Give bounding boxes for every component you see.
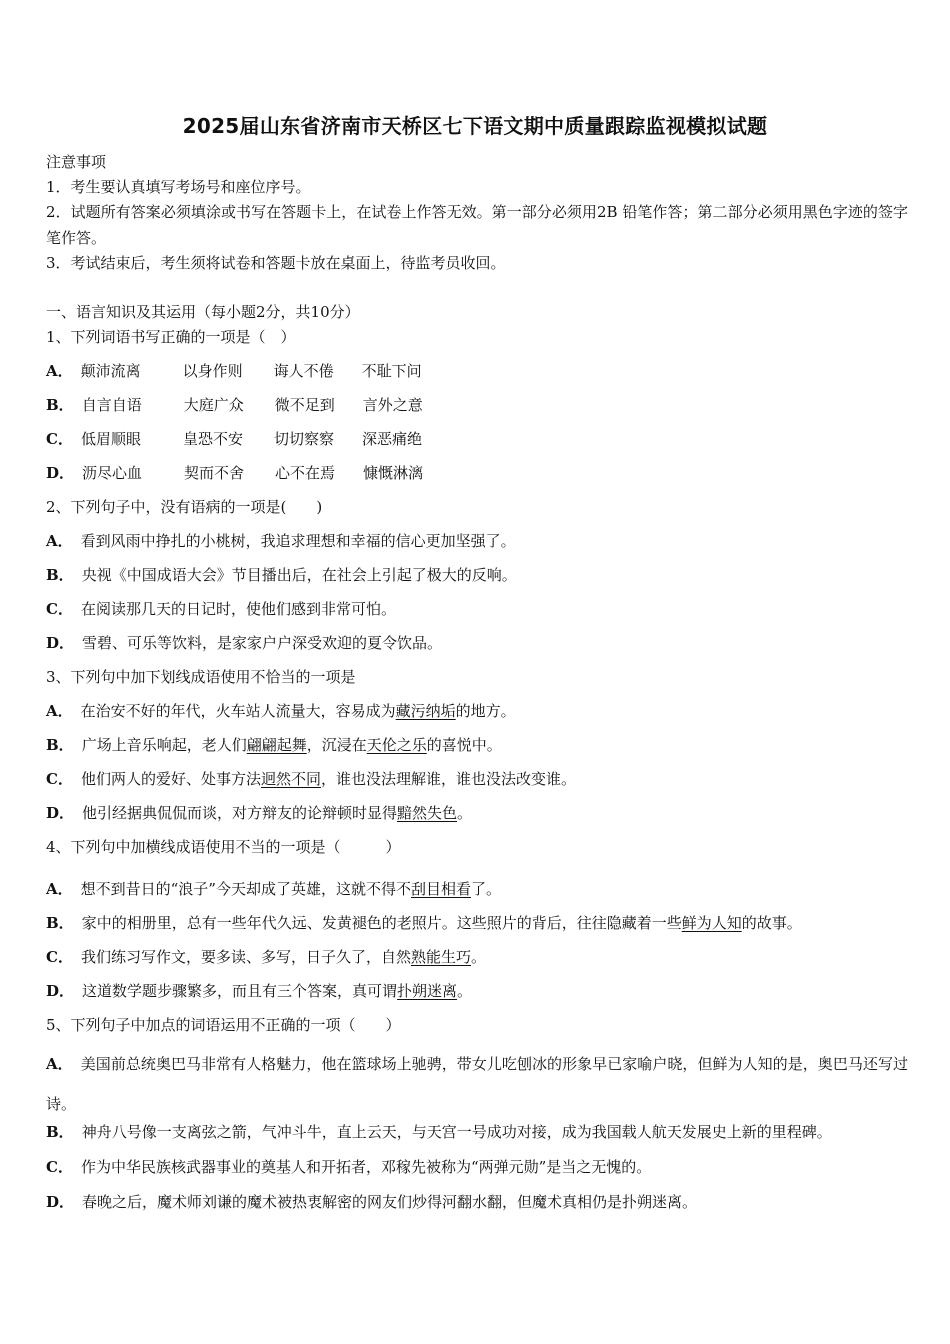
option-label: D． <box>46 1193 75 1211</box>
option-text: 他引经据典侃侃而谈，对方辩友的论辩顿时显得 <box>82 804 398 822</box>
question-5-stem: 5、下列句子中加点的词语运用不正确的一项（ ） <box>46 1016 401 1034</box>
q2-option-b <box>46 565 517 585</box>
word: 大庭广众 <box>183 396 244 414</box>
option-text: 雪碧、可乐等饮料，是家家户户深受欢迎的夏令饮品。 <box>82 634 443 652</box>
option-text: ，谁也没法理解谁，谁也没法改变谁。 <box>320 770 576 788</box>
q2-option-a <box>46 531 516 551</box>
option-text: 的故事。 <box>741 914 802 932</box>
notice-item-1: 1．考生要认真填写考场号和座位序号。 <box>46 178 311 196</box>
option-label: A． <box>46 702 73 720</box>
word: 深恶痛绝 <box>361 430 422 448</box>
word: 契而不舍 <box>184 464 245 482</box>
option-label: A． <box>46 1055 73 1073</box>
option-text: 。 <box>470 948 486 966</box>
option-label: C． <box>46 430 73 448</box>
underlined-idiom: 熟能生巧 <box>410 948 471 966</box>
option-text: 家中的相册里，总有一些年代久远、发黄褪色的老照片。这些照片的背后，往往隐藏着一些 <box>81 914 682 932</box>
page-title: 2025届山东省济南市天桥区七下语文期中质量跟踪监视模拟试题 <box>182 114 768 138</box>
option-label: D． <box>46 634 75 652</box>
option-text: ，沉浸在 <box>306 736 367 754</box>
underlined-idiom: 黯然失色 <box>397 804 458 822</box>
option-text: 的喜悦中。 <box>426 736 502 754</box>
underlined-idiom: 迥然不同 <box>260 770 321 788</box>
underlined-idiom: 刮目相看 <box>410 880 471 898</box>
q5-option-b <box>46 1122 832 1142</box>
option-label: B． <box>46 396 74 414</box>
word: 以身作则 <box>182 362 243 380</box>
option-label: D． <box>46 804 75 822</box>
option-label: C． <box>46 770 73 788</box>
word: 颠沛流离 <box>80 362 141 380</box>
word: 低眉顺眼 <box>80 430 141 448</box>
option-text: 。 <box>457 982 473 1000</box>
option-text: 想不到昔日的“浪子”今天却成了英雄，这就不得不 <box>80 880 411 898</box>
option-label: B． <box>46 914 74 932</box>
option-label: A． <box>46 532 73 550</box>
q5-option-a <box>46 1044 908 1124</box>
option-text: 这道数学题步骤繁多，而且有三个答案，真可谓 <box>82 982 398 1000</box>
option-text: 他们两人的爱好、处事方法 <box>80 770 261 788</box>
option-text: 神舟八号像一支离弦之箭，气冲斗牛，直上云天，与天宫一号成功对接，成为我国载人航天发展史上新的里程碑。 <box>81 1123 832 1141</box>
question-1-stem: 1、下列词语书写正确的一项是（ ） <box>46 328 296 346</box>
option-label: B． <box>46 736 74 754</box>
word: 言外之意 <box>362 396 423 414</box>
option-text: 的地方。 <box>455 702 516 720</box>
word: 沥尽心血 <box>82 464 143 482</box>
underlined-idiom: 天伦之乐 <box>366 736 427 754</box>
option-text: 看到风雨中挣扎的小桃树，我追求理想和幸福的信心更加坚强了。 <box>80 532 516 550</box>
q1-option-b <box>46 395 423 415</box>
q2-option-c <box>46 599 396 619</box>
option-label: A． <box>46 362 73 380</box>
option-label: C． <box>46 948 73 966</box>
underlined-idiom: 藏污纳垢 <box>395 702 456 720</box>
word: 慷慨淋漓 <box>363 464 424 482</box>
section-heading: 一、语言知识及其运用（每小题2分，共10分） <box>46 303 360 321</box>
q4-option-b <box>46 913 802 933</box>
option-text: 广场上音乐响起，老人们 <box>81 736 247 754</box>
underlined-idiom: 翩翩起舞 <box>246 736 307 754</box>
word: 切切察察 <box>273 430 334 448</box>
word: 不耻下问 <box>361 362 422 380</box>
word: 微不足到 <box>274 396 335 414</box>
option-text: 。 <box>457 804 473 822</box>
q3-option-b <box>46 735 502 755</box>
q2-option-d <box>46 633 442 653</box>
q4-option-a <box>46 879 501 899</box>
q3-option-c <box>46 769 576 789</box>
q3-option-d <box>46 803 472 823</box>
word: 诲人不倦 <box>273 362 334 380</box>
q5-option-d <box>46 1192 697 1212</box>
option-text: 美国前总统奥巴马非常有人格魅力，他在篮球场上驰骋，带女儿吃刨冰的形象早已家喻户晓，但鲜为人知的是，奥巴马还写过诗。 <box>46 1055 909 1113</box>
q1-option-a <box>46 361 422 381</box>
option-text: 在阅读那几天的日记时，使他们感到非常可怕。 <box>80 600 396 618</box>
option-text: 了。 <box>471 880 502 898</box>
notice-item-2: 2．试题所有答案必须填涂或书写在答题卡上，在试卷上作答无效。第一部分必须用2B 铅笔作答；第二部分必须用黑色字迹的签字笔作答。 <box>46 203 908 247</box>
option-text: 我们练习写作文，要多读、多写，日子久了，自然 <box>80 948 411 966</box>
option-label: A． <box>46 880 73 898</box>
q4-option-c <box>46 947 486 967</box>
notice-heading: 注意事项 <box>46 153 107 171</box>
option-text: 在治安不好的年代，火车站人流量大，容易成为 <box>80 702 396 720</box>
notice-item-3: 3．考试结束后，考生须将试卷和答题卡放在桌面上，待监考员收回。 <box>46 254 506 272</box>
word: 心不在焉 <box>275 464 336 482</box>
option-text: 央视《中国成语大会》节目播出后，在社会上引起了极大的反响。 <box>81 566 517 584</box>
question-2-stem: 2、下列句子中，没有语病的一项是( ) <box>46 498 323 516</box>
q1-option-d <box>46 463 423 483</box>
option-label: B． <box>46 1123 74 1141</box>
underlined-idiom: 扑朔迷离 <box>397 982 458 1000</box>
q1-option-c <box>46 429 422 449</box>
q3-option-a <box>46 701 516 721</box>
option-text: 作为中华民族核武器事业的奠基人和开拓者，邓稼先被称为“两弹元勋”是当之无愧的。 <box>80 1158 652 1176</box>
option-text: 春晚之后，魔术师刘谦的魔术被热衷解密的网友们炒得河翻水翻，但魔术真相仍是扑朔迷离。 <box>82 1193 698 1211</box>
q5-option-c <box>46 1157 651 1177</box>
option-label: D． <box>46 464 75 482</box>
option-label: C． <box>46 1158 73 1176</box>
question-4-stem: 4、下列句中加横线成语使用不当的一项是（ ） <box>46 838 401 856</box>
q4-option-d <box>46 981 472 1001</box>
word: 自言自语 <box>81 396 142 414</box>
question-3-stem: 3、下列句中加下划线成语使用不恰当的一项是 <box>46 668 356 686</box>
word: 皇恐不安 <box>182 430 243 448</box>
option-label: B． <box>46 566 74 584</box>
underlined-idiom: 鲜为人知 <box>681 914 742 932</box>
option-label: D． <box>46 982 75 1000</box>
option-label: C． <box>46 600 73 618</box>
